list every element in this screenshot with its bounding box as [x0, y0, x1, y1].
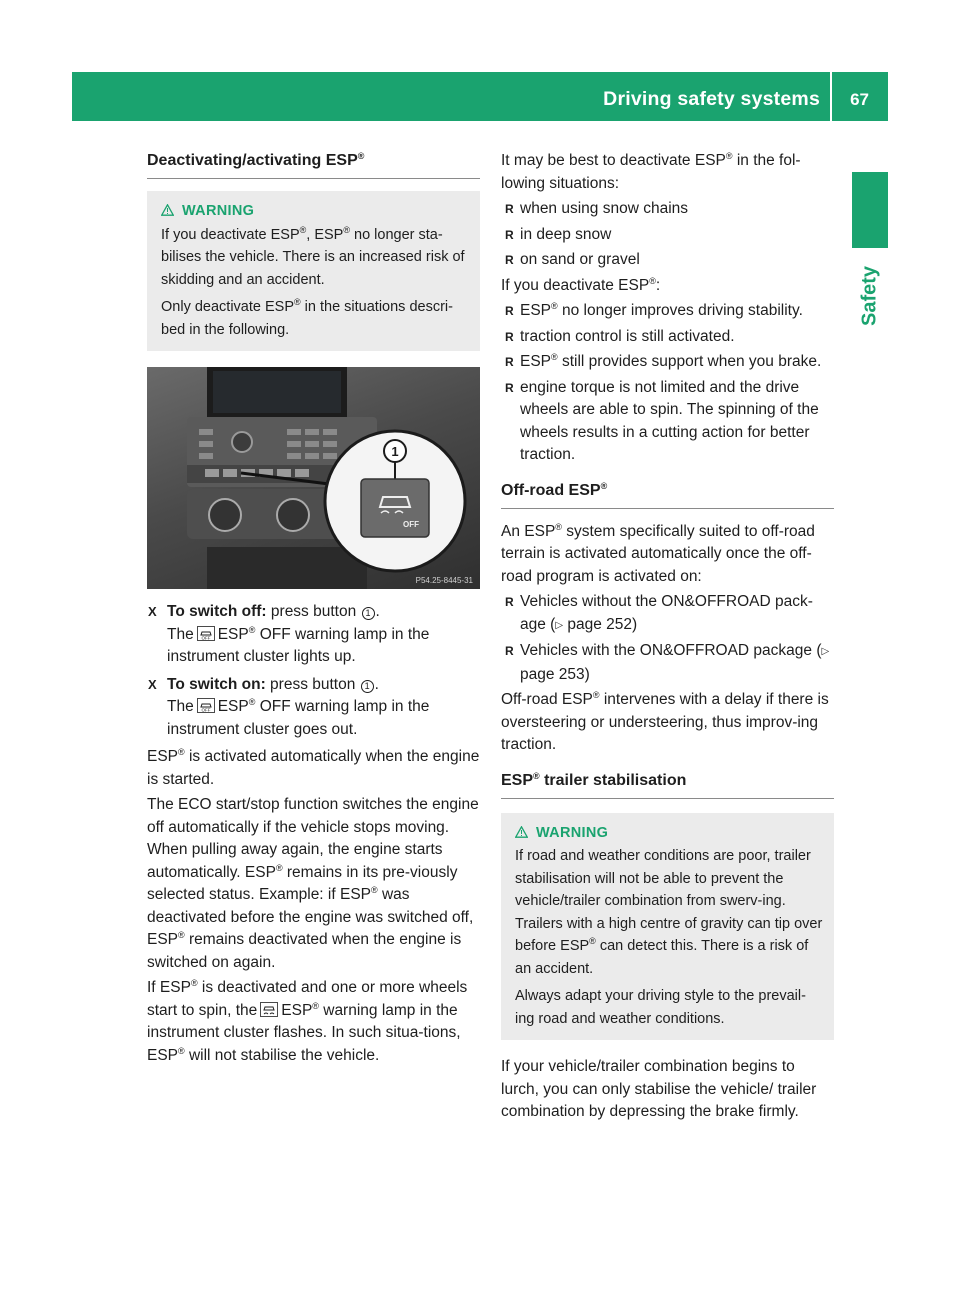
- warning-text-1: If road and weather conditions are poor, trailer stabilisation will not be able to prevent the vehicle/trailer combination from swerv-ing. Trailers with a high centre of gravity can tip over before ESP® can detect this. There is a risk of an accident.: [515, 848, 823, 977]
- button-1-reference-icon: 1: [362, 607, 375, 620]
- step-switch-off: X To switch off: press button 1 . The OFF ESP® OFF warning lamp in the instrument cluster lights up.: [148, 603, 430, 665]
- warning-text-2: Always adapt your driving style to the prevail-ing road and weather conditions.: [515, 988, 806, 1027]
- paragraph-trailer-lurch: If your vehicle/trailer combination begins to lurch, you can only stabilise the vehicle/ trailer combination by depressing the brake firmly.: [501, 1058, 817, 1120]
- left-column: [147, 150, 480, 1070]
- photo-marker-1: 1: [391, 444, 399, 459]
- button-1-reference-icon: 1: [361, 680, 374, 693]
- warning-box-trailer: [501, 813, 834, 1041]
- chapter-title: Driving safety systems: [603, 88, 820, 110]
- paragraph-offroad-delay: Off-road ESP® intervenes with a delay if there is oversteering or understeering, thus improv-ing traction.: [501, 690, 829, 753]
- warning-triangle-icon: [161, 204, 174, 216]
- list-item: R when using snow chains: [505, 200, 689, 217]
- esp-warning-lamp-icon: [260, 1002, 278, 1017]
- list-item: R Vehicles with the ON&OFFROAD package (▷ page 253): [505, 642, 830, 683]
- header-separator: [830, 72, 832, 121]
- paragraph-eco-start-stop: The ECO start/stop function switches the engine off automatically if the vehicle stops moving. When pulling away again, the engine starts automatically. ESP® remains in its pre-viously selected status. Example: if ESP® was deactivated before the engine was switched off, ESP® remains deactivated when the engine is switched on again.: [147, 796, 479, 971]
- paragraph-offroad: An ESP® system specifically suited to off-road terrain is activated automatically once the off-road program is activated on:: [501, 521, 815, 585]
- list-item: R ESP® still provides support when you brake.: [505, 352, 822, 370]
- list-item: R Vehicles without the ON&OFFROAD pack-age (▷ page 252): [505, 593, 813, 633]
- page-header-bar: [72, 72, 888, 121]
- paragraph-wheels-spin: If ESP® is deactivated and one or more wheels start to spin, the ESP® warning lamp in the instrument cluster flashes. In such situa-tions, ESP® will not stabilise the vehicle.: [147, 978, 468, 1064]
- warning-label: WARNING: [536, 824, 609, 841]
- page-reference-252[interactable]: page 252): [567, 615, 638, 633]
- svg-text:OFF: OFF: [201, 635, 211, 640]
- paragraph-esp-auto: ESP® is activated automatically when the engine is started.: [147, 747, 480, 788]
- step-switch-on: X To switch on: press button 1 . The OFF ESP® OFF warning lamp in the instrument cluster goes out.: [148, 675, 430, 738]
- page-number: 67: [850, 90, 869, 109]
- warning-label: WARNING: [182, 203, 255, 219]
- warning-text-2: Only deactivate ESP® in the situations descri-bed in the following.: [161, 297, 453, 338]
- page-reference-icon: ▷: [555, 619, 564, 631]
- paragraph-best-deactivate: It may be best to deactivate ESP® in the fol-lowing situations:: [501, 151, 801, 192]
- photo-code: P54.25-8445-31: [415, 576, 473, 585]
- warning-triangle-icon: [515, 826, 528, 838]
- esp-off-lamp-icon: [197, 698, 215, 713]
- list-item: R on sand or gravel: [505, 251, 640, 268]
- page-reference-253[interactable]: page 253): [520, 665, 590, 683]
- list-item: R engine torque is not limited and the drive wheels are able to spin. The spinning of the wheels results in a cutting action for better traction.: [505, 378, 819, 463]
- esp-off-lamp-icon: [197, 626, 215, 641]
- warning-box-esp: [147, 191, 480, 351]
- heading-offroad-esp: Off-road ESP®: [501, 480, 834, 509]
- section-tab-label: Safety: [858, 265, 881, 327]
- list-item: R in deep snow: [505, 225, 612, 243]
- console-illustration: [147, 367, 480, 589]
- list-item: R ESP® no longer improves driving stability.: [505, 301, 803, 319]
- esp-button-photo: [147, 367, 480, 589]
- heading-trailer-stabilisation: ESP® trailer stabilisation: [501, 770, 834, 799]
- section-tab-marker: [852, 172, 888, 248]
- list-item: R traction control is still activated.: [505, 327, 735, 345]
- heading-deactivating-esp: Deactivating/activating ESP®: [147, 150, 480, 179]
- warning-text-1: If you deactivate ESP®, ESP® no longer sta-bilises the vehicle. There is an increased risk of skidding and an accident.: [161, 224, 465, 288]
- svg-text:OFF: OFF: [201, 707, 211, 713]
- photo-off-label: OFF: [403, 520, 419, 529]
- right-column: [501, 150, 834, 1127]
- paragraph-if-deactivate: If you deactivate ESP®:: [501, 275, 661, 294]
- page-reference-icon: ▷: [821, 646, 830, 657]
